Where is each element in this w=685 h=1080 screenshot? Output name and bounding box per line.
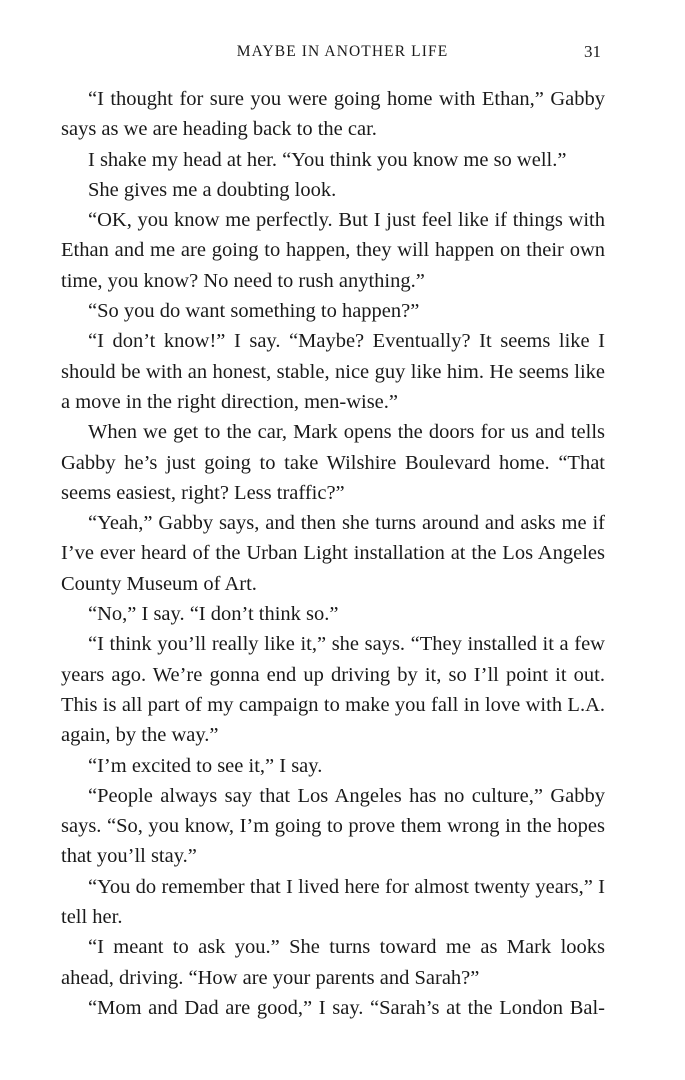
- paragraph: “Yeah,” Gabby says, and then she turns around and asks me if I’ve ever heard of the Urban Light installation at the Los Angeles County Museum of Art.: [61, 512, 605, 595]
- paragraph: “OK, you know me perfectly. But I just feel like if things with Ethan and me are going to happen, they will happen on their own time, you know? No need to rush anything.”: [61, 209, 605, 292]
- running-head: [0, 40, 685, 64]
- paragraph: “You do remember that I lived here for almost twenty years,” I tell her.: [61, 875, 605, 929]
- paragraph: “I think you’ll really like it,” she says. “They installed it a few years ago. We’re gonna end up driving by it, so I’ll point it out. This is all part of my campaign to make you fall in love with L.A. again, by the way.”: [61, 633, 605, 747]
- paragraph: “Mom and Dad are good,” I say. “Sarah’s at the London Bal-: [88, 996, 605, 1019]
- paragraph: “No,” I say. “I don’t think so.”: [88, 603, 339, 626]
- paragraph: When we get to the car, Mark opens the doors for us and tells Gabby he’s just going to take Wilshire Boulevard home. “That seems easiest, right? Less traffic?”: [61, 421, 605, 504]
- running-title: MAYBE IN ANOTHER LIFE: [236, 43, 449, 60]
- page-number: 31: [584, 42, 601, 61]
- paragraph: “I thought for sure you were going home with Ethan,” Gabby says as we are heading back to the car.: [61, 88, 605, 141]
- paragraph: I shake my head at her. “You think you know me so well.”: [88, 148, 567, 171]
- paragraph: She gives me a doubting look.: [88, 178, 337, 201]
- paragraph: “I meant to ask you.” She turns toward me as Mark looks ahead, driving. “How are your parents and Sarah?”: [61, 936, 605, 989]
- paragraph: “People always say that Los Angeles has no culture,” Gabby says. “So, you know, I’m going to prove them wrong in the hopes that you’ll stay.”: [61, 784, 605, 868]
- paragraph: “I don’t know!” I say. “Maybe? Eventually? It seems like I should be with an honest, stable, nice guy like him. He seems like a move in the right direction, men-wise.”: [61, 330, 605, 413]
- paragraph: “So you do want something to happen?”: [88, 300, 420, 323]
- paragraph: “I’m excited to see it,” I say.: [88, 754, 323, 777]
- body-text: [61, 84, 605, 1023]
